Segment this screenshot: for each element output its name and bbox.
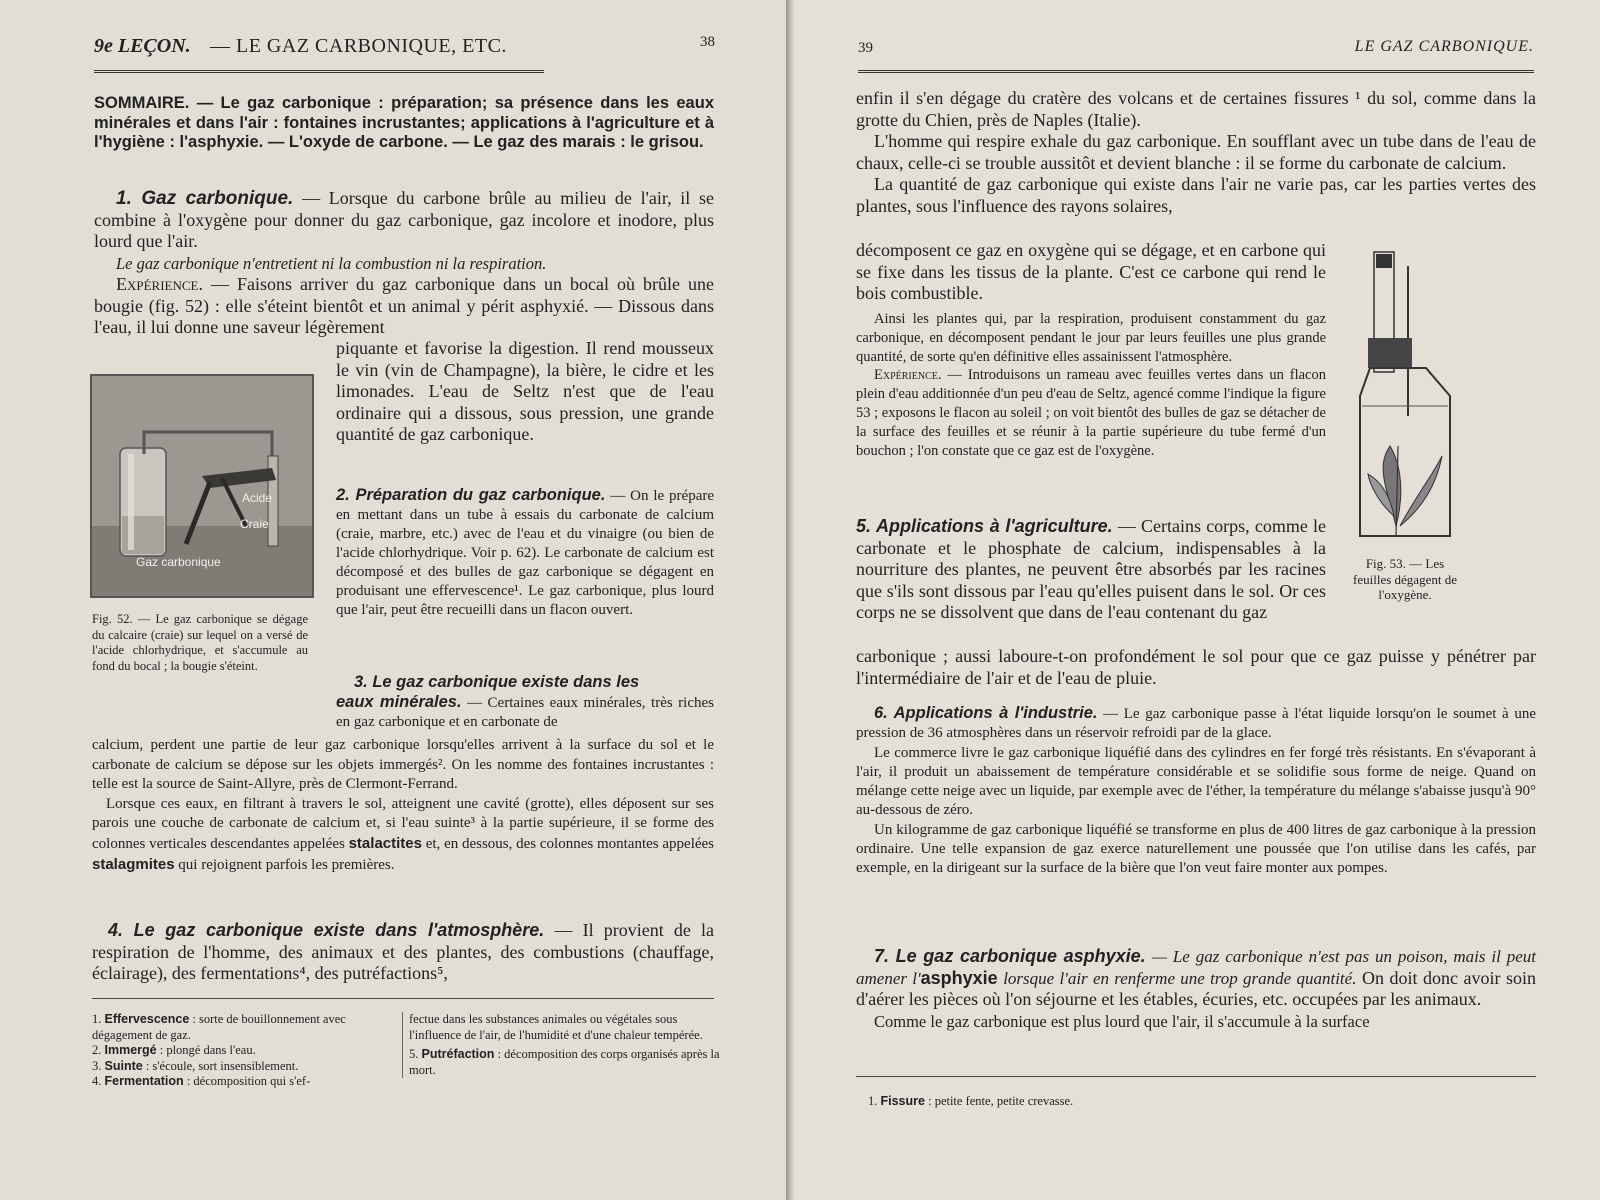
section-5-text-a: — Certains corps, comme le carbonate et le phosphate de calcium, indispensables à la nourriture des plantes, ne peuvent être absorbés par les racines que s'ils sont dissous par l'eau qu'elles puisent dans le sol. Or ces corps ne se dissolvent que dans de l'eau contenant du gaz [856,516,1326,622]
label-acide: Acide [242,491,273,505]
fn-num: 1. [92,1012,102,1026]
fn-def: : petite fente, petite crevasse. [928,1094,1074,1108]
section-6-text: — Le gaz carbonique passe à l'état liquide lorsqu'on le soumet à une pression de 36 atmosphères dans un réservoir refroidi par de la glace. [856,706,1536,742]
section-1-continued-text: piquante et favorise la digestion. Il rend mousseux le vin (vin de Champagne), la bière, le cidre et les limonades. L'eau de Seltz n'est que de l'eau ordinaire qui a dissous, sous pression, une grande quantité de gaz carbonique. [336,338,714,444]
paragraph-volcans: enfin il s'en dégage du cratère des volcans et de certaines fissures ¹ du sol, comme dans la grotte du Chien, près de Naples (Italie). [856,88,1536,130]
fn-def: : s'écoule, sort insensiblement. [145,1058,299,1073]
small-text-block [856,310,1326,460]
summary [94,94,714,153]
experience-label: Expérience. [874,367,942,384]
section-7-heading: 7. Le gaz carbonique asphyxie. [874,946,1146,966]
footnote-4-continued: fectue dans les substances animales ou végétales sous l'influence de l'air, de l'humidité et d'une chaleur tempérée. [409,1012,703,1042]
footnotes-col-1 [92,1012,392,1090]
section-3-p2-c: qui rejoignent parfois les premières. [178,856,395,873]
fn-term: Immergé [104,1043,157,1057]
paragraph-homme: L'homme qui respire exhale du gaz carbonique. En soufflant avec un tube dans de l'eau de chaux, celle-ci se trouble aussitôt et devient blanche : il se forme du carbonate de calcium. [856,131,1536,173]
fn-num: 1. [868,1094,878,1108]
footnote-separator [92,998,714,999]
fn-def: : décomposition qui s'ef- [186,1074,311,1088]
section-3 [336,672,714,732]
lesson-number: 9e LEÇON. [94,35,191,57]
footnotes-left [92,1012,720,1102]
figure-52 [90,374,314,598]
fn-num: 2. [92,1043,102,1057]
section-3-text-b: calcium, perdent une partie de leur gaz carbonique lorsqu'elles arrivent à la surface du sol et le carbonate de calcium se dépose sur les objets immergés². On les nomme des fontaines incrustantes : telle est la source de Saint-Allyre, près de Clermont-Ferrand. [92,737,714,793]
footnotes-col-2 [402,1012,721,1078]
keyword-asphyxie: asphyxie [920,967,998,988]
footnote-right [868,1094,1528,1110]
section-3-continued [92,736,714,875]
paragraph-quantite-a: La quantité de gaz carbonique qui existe dans l'air ne varie pas, car les parties vertes des plantes, sous l'influence des rayons solaires, [856,174,1536,216]
right-page [794,0,1600,1200]
section-6 [856,704,1536,879]
section-3-text-a: — Certaines eaux minérales, très riches en gaz carbonique et en carbonate de [336,695,714,730]
section-3-p2-a: Lorsque ces eaux, en filtrant à travers le sol, atteignent une cavité (grotte), elles déposent sur ses parois une couche de carbonate de calcium et, si l'eau suinte³ à la partie supérieure, il se forme des colonnes verticales descendantes appelées [92,795,714,852]
fn-term: Effervescence [104,1012,190,1026]
book-gutter [786,0,794,1200]
section-1 [94,188,714,339]
fn-term: Fermentation [104,1074,184,1088]
section-7 [856,946,1536,1032]
label-gaz-carbonique: Gaz carbonique [136,555,221,569]
section-5 [856,516,1326,624]
page-number: 39 [858,40,873,56]
fn-term: Fissure [880,1094,925,1108]
section-7-text: On doit donc avoir soin d'aérer les pièces où l'on séjourne et les étables, écuries, etc. occupées par les animaux. [856,967,1537,1009]
section-6-p3: Un kilogramme de gaz carbonique liquéfié se transforme en plus de 400 litres de gaz carbonique à la pression ordinaire. Une telle expansion de gaz exerce naturellement une poussée que l'on utilise dans les cafés, par exemple, en la dirigeant sur la surface de la bière que l'on veut faire monter aux pompes. [856,821,1536,877]
left-page [0,0,786,1200]
section-7-italic-b: lorsque l'air en renferme une trop grande quantité. [1003,968,1357,988]
figure-53 [1346,246,1456,546]
section-3-heading: 3. Le gaz carbonique existe dans les [354,673,640,691]
fn-num: 3. [92,1058,102,1073]
summary-text: — Le gaz carbonique : préparation; sa présence dans les eaux minérales et dans l'air : fontaines incrustantes; applications à l'agriculture et à l'hygiène : l'asphyxie. — L'oxyde de carbone. — Le gaz des marais : le grisou. [94,94,714,151]
experience-label: Expérience. [116,274,203,294]
footnote-separator [856,1076,1536,1077]
section-3-heading-b: eaux minérales. [336,693,462,711]
experience-text: — Faisons arriver du gaz carbonique dans un bocal où brûle une bougie (fig. 52) : elle s'éteint bientôt et un animal y périt asphyxié. — Dissous dans l'eau, il lui donne une saveur légèrement [94,274,714,337]
section-4-heading: 4. Le gaz carbonique existe dans l'atmosphère. [108,920,545,940]
label-craie: Craie [240,517,269,531]
footnote-2 [92,1043,392,1059]
experience-text: — Introduisons un rameau avec feuilles vertes dans un flacon plein d'eau additionnée d'un peu d'eau de Seltz, agencé comme l'indique la figure 53 ; exposons le flacon au soleil ; on voit bientôt des bulles de gaz se détacher de la surface des feuilles et se réunir à la partie supérieure du tube fermé d'un bouchon ; l'on constate que ce gaz est de l'oxygène. [856,367,1326,459]
section-6-p2: Le commerce livre le gaz carbonique liquéfié dans des cylindres en fer forgé très résistants. En s'évaporant à l'air, il produit un abaissement de température considérable et se solidifie sous forme de neige. Quand on mélange cette neige avec un liquide, par exemple avec de l'éther, la température du mélange s'abaisse jusqu'à 90° au-dessous de zéro. [856,744,1536,819]
fn-def: : sorte de bouillonnement avec dégagement de gaz. [92,1012,346,1042]
footnote-1 [92,1012,392,1043]
page-number: 38 [700,34,715,50]
figure-53-caption: Fig. 53. — Les feuilles dégagent de l'oxygène. [1353,556,1457,603]
section-7-italic-a: — Le gaz carbonique n'est pas un poison, mais il peut amener l' [856,947,1537,988]
section-2-text: — On le prépare en mettant dans un tube à essais du carbonate de calcium (craie, marbre, etc.) avec de l'eau et du vinaigre (ou bien de l'acide chlorhydrique. Voir p. 62). Le carbonate de calcium est décomposé et des bulles de gaz carbonique se dégagent en produisant une effervescence¹. Le gaz carbonique, plus lourd que l'air, peut être recueilli dans un flacon ouvert. [336,488,715,618]
keyword-stalagmites: stalagmites [92,855,175,873]
section-5-text-b: carbonique ; aussi laboure-t-on profondément le sol pour que ce gaz puisse y pénétrer par l'intermédiaire de l'air et de l'eau de pluie. [856,646,1536,688]
figure-52-drawing [92,376,312,596]
section-1-rule: Le gaz carbonique n'entretient ni la combustion ni la respiration. [116,253,547,273]
section-1-text: — Lorsque du carbone brûle au milieu de l'air, il se combine à l'oxygène pour donner du gaz carbonique, gaz incolore et inodore, plus lourd que l'air. [94,188,715,251]
section-6-heading: 6. Applications à l'industrie. [874,704,1098,722]
running-head-title: LE GAZ CARBONIQUE. [1354,38,1534,55]
footnote-4 [92,1074,392,1090]
section-4 [92,920,714,985]
section-4-text: — Il provient de la respiration de l'homme, des animaux et des plantes, des combustions (chauffage, éclairage), des fermentations⁴, des putréfactions⁵, [92,920,714,983]
section-7-p2: Comme le gaz carbonique est plus lourd que l'air, il s'accumule à la surface [874,1011,1370,1031]
right-top-text [856,88,1536,217]
section-3-p2-b: et, en dessous, des colonnes montantes appelées [425,835,715,852]
fn-term: Putréfaction [421,1047,495,1061]
summary-label: SOMMAIRE. [94,94,190,112]
fn-def: : décomposition des corps organisés après la mort. [409,1047,720,1077]
running-head-left [94,30,715,73]
fn-num: 5. [409,1047,419,1061]
fn-def: : plongé dans l'eau. [159,1043,256,1057]
running-head-title: — LE GAZ CARBONIQUE, ETC. [210,35,507,57]
paragraph-quantite-b: décomposent ce gaz en oxygène qui se dégage, et en carbone qui se fixe dans les tissus de la plante. C'est ce carbone qui rend le bois combustible. [856,240,1326,303]
section-2 [336,486,714,620]
paragraph-plantes: Ainsi les plantes qui, par la respiration, produisent constamment du gaz carbonique, en décomposent pendant le jour par leurs feuilles une plus grande quantité, de sorte qu'en définitive elles assainissent l'atmosphère. [856,311,1326,365]
section-1-heading: 1. Gaz carbonique. [116,188,294,209]
figure-52-caption: Fig. 52. — Le gaz carbonique se dégage du calcaire (craie) sur lequel on a versé de l'acide chlorhydrique, et s'accumule au fond du bocal ; la bougie s'éteint. [92,612,308,673]
footnote-5 [409,1047,721,1078]
section-1-continued [336,338,714,446]
fn-num: 4. [92,1074,102,1088]
section-5-heading: 5. Applications à l'agriculture. [856,516,1113,536]
fn-term: Suinte [104,1058,143,1073]
footnote-3 [92,1059,392,1075]
keyword-stalactites: stalactites [348,834,422,852]
section-2-heading: 2. Préparation du gaz carbonique. [336,486,606,504]
figure-53-drawing [1346,246,1456,546]
running-head-right [858,32,1534,73]
